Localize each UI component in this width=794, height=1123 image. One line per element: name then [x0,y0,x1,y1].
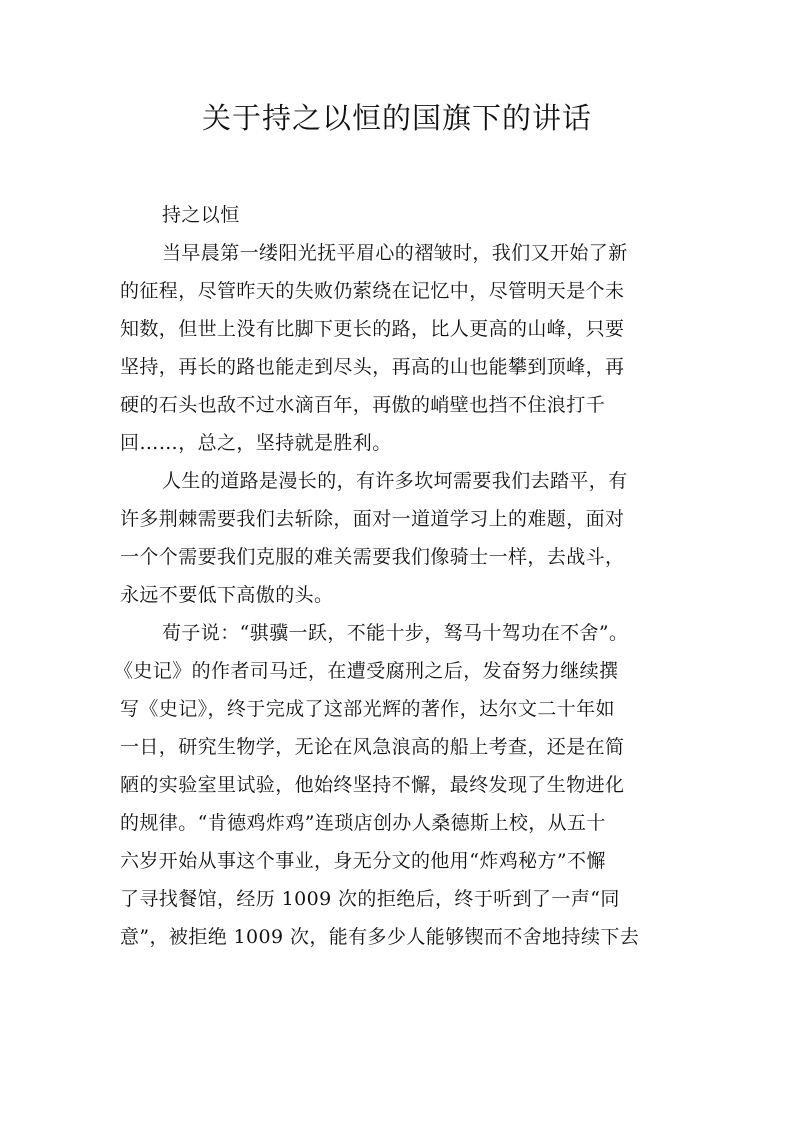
paragraph-line: 六岁开始从事这个事业，身无分文的他用“炸鸡秘方”不懈 [120,850,606,872]
document-body [114,196,680,956]
section-heading: 持之以恒 [162,204,240,226]
paragraph-line: 了寻找餐馆，经历 1009 次的拒绝后，终于听到了一声“同 [120,888,620,910]
paragraph-line: 一日，研究生物学，无论在风急浪高的船上考查，还是在简 [120,736,625,758]
paragraph-line: 永远不要低下高傲的头。 [120,584,334,606]
document-title: 关于持之以恒的国旗下的讲话 [201,101,592,135]
paragraph-line: 意”，被拒绝 1009 次，能有多少人能够锲而不舍地持续下去 [120,926,640,948]
paragraph-line: 当早晨第一缕阳光抚平眉心的褶皱时，我们又开始了新 [162,242,628,264]
paragraph-line: 《史记》的作者司马迁，在遭受腐刑之后，发奋努力继续撰 [114,660,619,682]
paragraph-line: 人生的道路是漫长的，有许多坎坷需要我们去踏平，有 [162,470,628,492]
paragraph-line: 硬的石头也敌不过水滴百年，再傲的峭壁也挡不住浪打千 [120,394,606,416]
paragraph-line: 许多荆棘需要我们去斩除，面对一道道学习上的难题，面对 [120,508,625,530]
paragraph-line: 坚持，再长的路也能走到尽头，再高的山也能攀到顶峰，再 [120,356,625,378]
paragraph-line: 荀子说：“骐骥一跃，不能十步，驽马十驾功在不舍”。 [162,622,629,644]
paragraph-line: 的规律。“肯德鸡炸鸡”连琐店创办人桑德斯上校，从五十 [120,812,606,834]
paragraph-line: 知数，但世上没有比脚下更长的路，比人更高的山峰，只要 [120,318,625,340]
paragraph-line: 写《史记》，终于完成了这部光辉的著作，达尔文二十年如 [120,698,615,720]
paragraph-line: 的征程，尽管昨天的失败仍萦绕在记忆中，尽管明天是个未 [120,280,625,302]
paragraph-line: 回……，总之，坚持就是胜利。 [120,432,392,454]
paragraph-line: 陋的实验室里试验，他始终坚持不懈，最终发现了生物进化 [120,774,625,796]
paragraph-line: 一个个需要我们克服的难关需要我们像骑士一样，去战斗， [120,546,625,568]
